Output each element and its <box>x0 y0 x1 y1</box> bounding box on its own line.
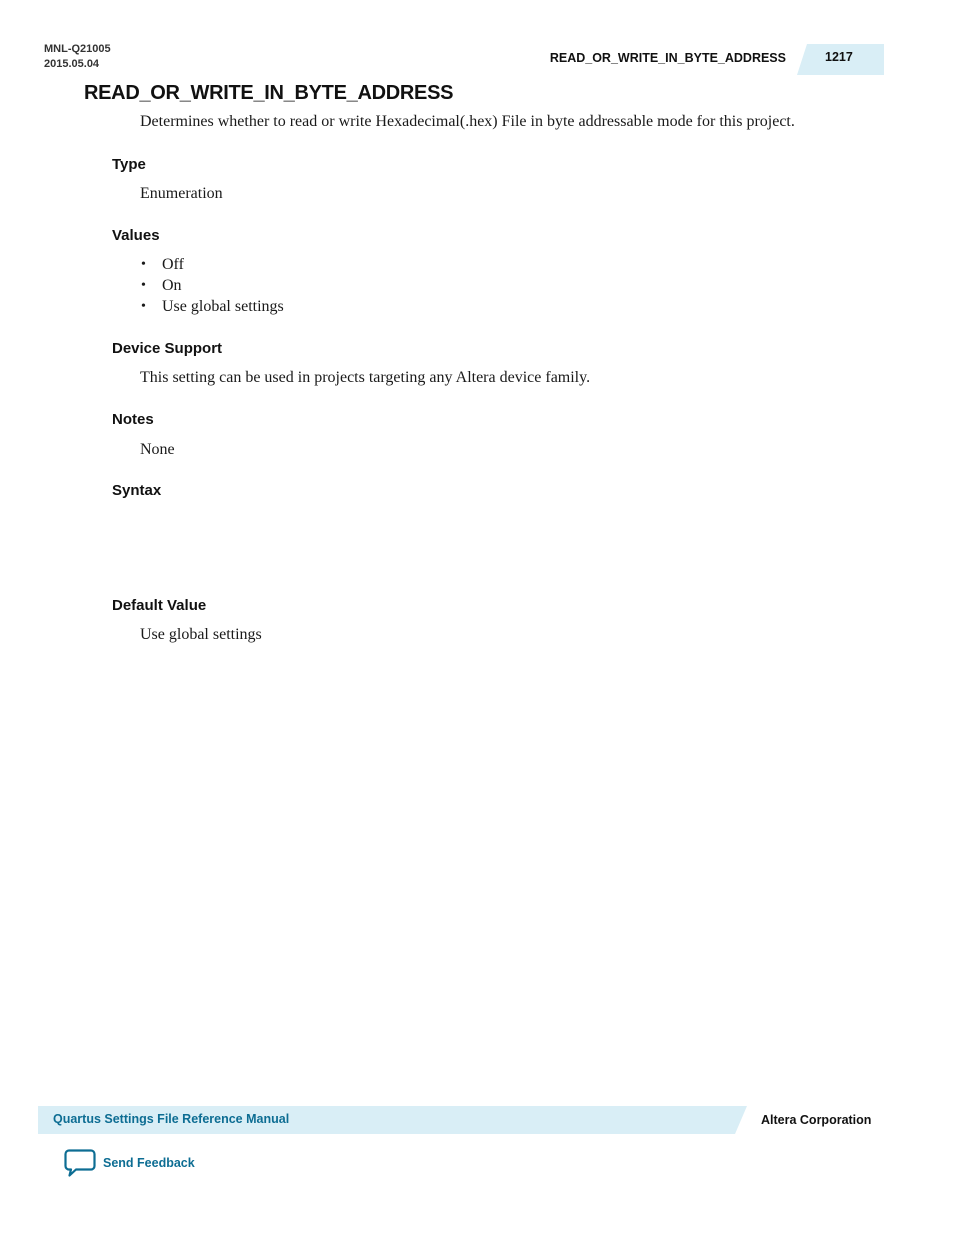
values-heading: Values <box>112 227 160 244</box>
type-value: Enumeration <box>140 185 223 202</box>
send-feedback-label: Send Feedback <box>103 1156 195 1170</box>
send-feedback-link[interactable] <box>64 1148 195 1178</box>
notes-text: None <box>140 441 175 458</box>
list-item: • On <box>140 275 284 296</box>
document-date: 2015.05.04 <box>44 58 100 70</box>
values-list <box>140 254 284 317</box>
page-title: READ_OR_WRITE_IN_BYTE_ADDRESS <box>84 82 454 104</box>
device-support-heading: Device Support <box>112 340 223 357</box>
page-number: 1217 <box>825 50 853 64</box>
document-id-block <box>44 42 111 72</box>
list-item: • Off <box>140 254 284 275</box>
default-value-heading: Default Value <box>112 597 207 614</box>
device-support-text: This setting can be used in projects targeting any Altera device family. <box>140 369 591 386</box>
document-id: MNL-Q21005 <box>44 43 111 55</box>
list-item: • Use global settings <box>140 296 284 317</box>
notes-heading: Notes <box>112 411 154 428</box>
footer-corporation: Altera Corporation <box>761 1113 872 1127</box>
footer-manual-title[interactable]: Quartus Settings File Reference Manual <box>53 1112 290 1126</box>
running-header-title: READ_OR_WRITE_IN_BYTE_ADDRESS <box>549 51 786 65</box>
type-heading: Type <box>112 156 146 173</box>
default-value-text: Use global settings <box>140 626 262 643</box>
speech-bubble-icon <box>64 1148 96 1178</box>
description-text: Determines whether to read or write Hexadecimal(.hex) File in byte addressable mode for this project. <box>140 113 795 130</box>
syntax-heading: Syntax <box>112 482 162 499</box>
